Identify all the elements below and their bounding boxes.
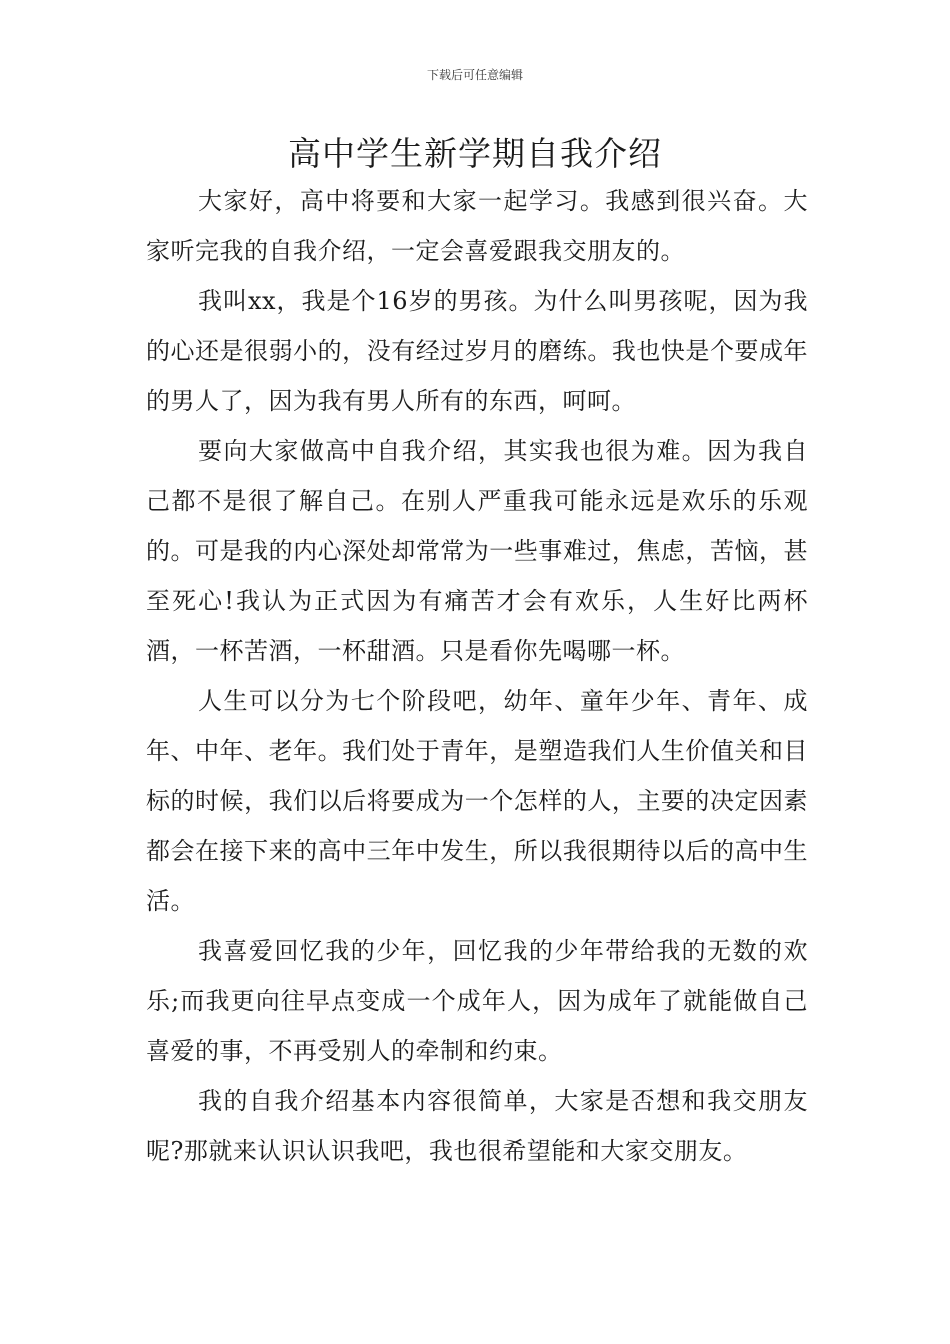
paragraph-3: 要向大家做高中自我介绍，其实我也很为难。因为我自己都不是很了解自己。在别人严重我可能永远是欢乐的乐观的。可是我的内心深处却常常为一些事难过，焦虑，苦恼，甚至死心!我认为正式因为有痛苦才会有欢乐，人生好比两杯酒，一杯苦酒，一杯甜酒。只是看你先喝哪一杯。 [146,437,808,665]
paragraph-6: 我的自我介绍基本内容很简单，大家是否想和我交朋友呢?那就来认识认识我吧，我也很希望能和大家交朋友。 [146,1087,808,1165]
document-title: 高中学生新学期自我介绍 [288,134,662,173]
paragraph-2: 我叫xx，我是个16岁的男孩。为什么叫男孩呢，因为我的心还是很弱小的，没有经过岁月的磨练。我也快是个要成年的男人了，因为我有男人所有的东西，呵呵。 [146,287,808,415]
document-body [146,176,808,1176]
header-note: 下载后可任意编辑 [426,68,523,82]
paragraph-5: 我喜爱回忆我的少年，回忆我的少年带给我的无数的欢乐;而我更向往早点变成一个成年人，因为成年了就能做自己喜爱的事，不再受别人的牵制和约束。 [146,937,808,1065]
paragraph-1: 大家好，高中将要和大家一起学习。我感到很兴奋。大家听完我的自我介绍，一定会喜爱跟我交朋友的。 [146,187,808,265]
paragraph-4: 人生可以分为七个阶段吧，幼年、童年少年、青年、成年、中年、老年。我们处于青年，是塑造我们人生价值关和目标的时候，我们以后将要成为一个怎样的人，主要的决定因素都会在接下来的高中三年中发生，所以我很期待以后的高中生活。 [146,687,808,915]
